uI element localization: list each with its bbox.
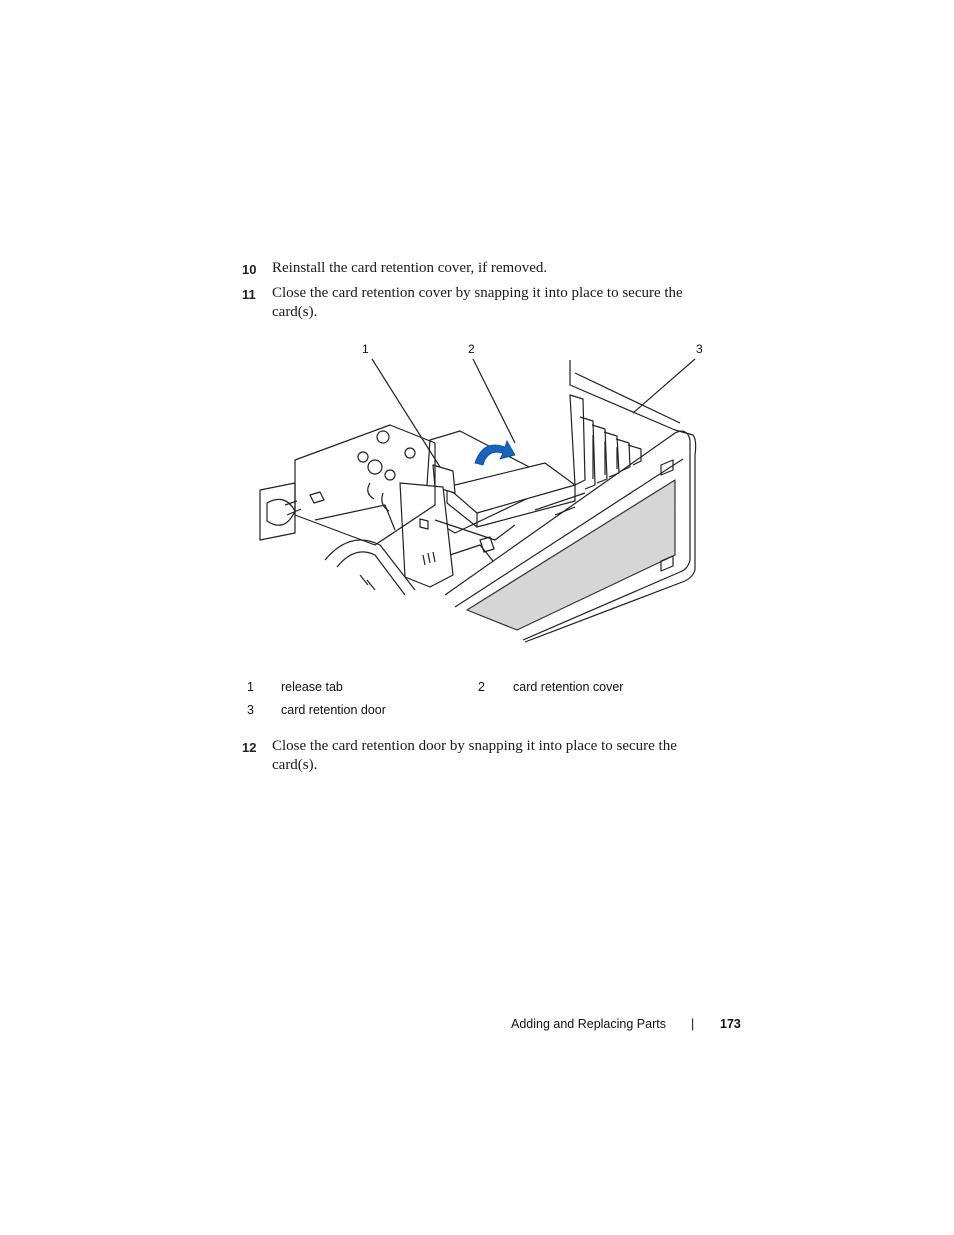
callout-1: 1 (362, 342, 369, 356)
leader-line-2 (473, 359, 515, 443)
callout-2: 2 (468, 342, 475, 356)
legend-label: release tab (281, 680, 343, 694)
rotation-arrow-icon (475, 441, 515, 465)
page-number: 173 (720, 1017, 741, 1031)
step-text: Reinstall the card retention cover, if removed. (272, 260, 548, 276)
legend-label: card retention cover (513, 680, 624, 694)
step-number: 11 (242, 287, 256, 302)
legend-number: 3 (247, 703, 254, 717)
card-retention-illustration (255, 355, 700, 647)
legend-number: 1 (247, 680, 254, 694)
footer-separator: | (691, 1017, 695, 1031)
step-number: 10 (242, 262, 257, 277)
step-number: 12 (242, 740, 257, 755)
callout-3: 3 (696, 342, 703, 356)
footer-section-title: Adding and Replacing Parts (511, 1017, 666, 1031)
step-text: Close the card retention cover by snapping it into place to secure the card(s). (272, 285, 683, 320)
legend-label: card retention door (281, 703, 386, 717)
legend-number: 2 (478, 680, 485, 694)
card-retention-door-art (570, 395, 641, 489)
step-text: Close the card retention door by snapping it into place to secure the card(s). (272, 738, 677, 773)
